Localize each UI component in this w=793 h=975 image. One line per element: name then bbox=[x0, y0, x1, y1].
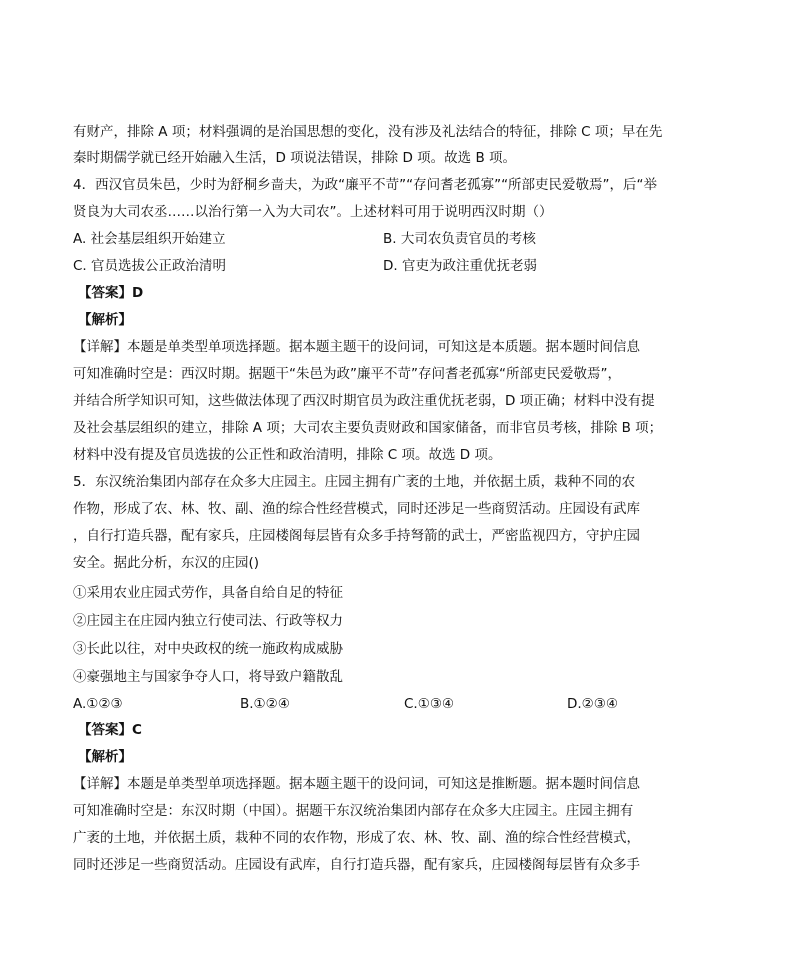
question-stem: 作物，形成了农、林、牧、副、渔的综合性经营模式，同时还涉足一些商贸活动。庄园设有武库 bbox=[73, 501, 640, 517]
analysis-text: 【详解】本题是单类型单项选择题。据本题主题干的设问词，可知这是推断题。据本题时间信息 bbox=[73, 776, 640, 792]
answer-label: 【答案】D bbox=[78, 285, 144, 301]
analysis-text: 材料中没有提及官员选拔的公正性和政治清明，排除 C 项。故选 D 项。 bbox=[73, 447, 502, 463]
option-c: C. 官员选拔公正政治清明 bbox=[73, 258, 227, 274]
answer-label: 【答案】C bbox=[78, 722, 142, 738]
question-stem: 贤良为大司农丞……以治行第一入为大司农”。上述材料可用于说明西汉时期（） bbox=[73, 204, 553, 220]
question-stem: 4．西汉官员朱邑，少时为舒桐乡啬夫，为政“廉平不苛”“存问耆老孤寡”“所部吏民爱敬焉”，后“举 bbox=[73, 177, 658, 193]
question-stem: 5．东汉统治集团内部存在众多大庄园主。庄园主拥有广袤的土地，并依据土质，栽种不同的农 bbox=[73, 474, 636, 490]
question-stem: 安全。据此分析，东汉的庄园() bbox=[73, 555, 260, 571]
analysis-text: 广袤的土地，并依据土质，栽种不同的农作物，形成了农、林、牧、副、渔的综合性经营模式， bbox=[73, 830, 640, 846]
analysis-text: 可知准确时空是：西汉时期。据题干“朱邑为政”廉平不苛”存问耆老孤寡“所部吏民爱敬焉”， bbox=[73, 366, 621, 382]
option-c: C.①③④ bbox=[404, 696, 455, 712]
text-line: 有财产，排除 A 项；材料强调的是治国思想的变化，没有涉及礼法结合的特征，排除 C 项；早在先 bbox=[73, 124, 663, 140]
analysis-text: 【详解】本题是单类型单项选择题。据本题主题干的设问词，可知这是本质题。据本题时间信息 bbox=[73, 339, 640, 355]
analysis-label: 【解析】 bbox=[78, 312, 132, 328]
statement-item: ①采用农业庄园式劳作，具备自给自足的特征 bbox=[73, 585, 343, 601]
analysis-text: 同时还涉足一些商贸活动。庄园设有武库，自行打造兵器，配有家兵，庄园楼阁每层皆有众多手 bbox=[73, 857, 640, 873]
analysis-text: 并结合所学知识可知，这些做法体现了西汉时期官员为政注重优抚老弱，D 项正确；材料中没有提 bbox=[73, 393, 655, 409]
question-stem: ，自行打造兵器，配有家兵，庄园楼阁每层皆有众多手持弩箭的武士，严密监视四方，守护庄园 bbox=[73, 528, 640, 544]
analysis-text: 及社会基层组织的建立，排除 A 项；大司农主要负责财政和国家储备，而非官员考核，排除 B 项； bbox=[73, 420, 663, 436]
option-a: A.①②③ bbox=[73, 696, 123, 712]
analysis-text: 可知准确时空是：东汉时期（中国）。据题干东汉统治集团内部存在众多大庄园主。庄园主拥有 bbox=[73, 803, 634, 819]
option-b: B.①②④ bbox=[240, 696, 290, 712]
statement-item: ②庄园主在庄园内独立行使司法、行政等权力 bbox=[73, 613, 343, 629]
option-d: D. 官吏为政注重优抚老弱 bbox=[383, 258, 537, 274]
option-b: B. 大司农负责官员的考核 bbox=[383, 231, 536, 247]
statement-item: ④豪强地主与国家争夺人口，将导致户籍散乱 bbox=[73, 669, 343, 685]
statement-item: ③长此以往，对中央政权的统一施政构成威胁 bbox=[73, 641, 343, 657]
analysis-label: 【解析】 bbox=[78, 749, 132, 765]
text-line: 秦时期儒学就已经开始融入生活，D 项说法错误，排除 D 项。故选 B 项。 bbox=[73, 150, 517, 166]
option-a: A. 社会基层组织开始建立 bbox=[73, 231, 226, 247]
option-d: D.②③④ bbox=[567, 696, 618, 712]
